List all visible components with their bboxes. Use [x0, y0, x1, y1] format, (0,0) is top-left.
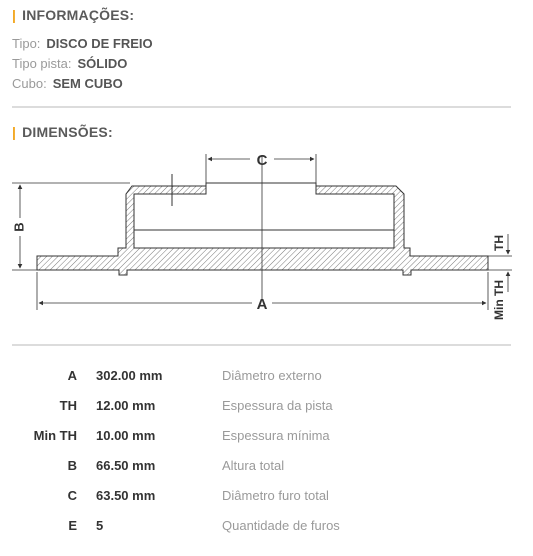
spec-code: B: [67, 458, 77, 473]
accent-bar: |: [12, 7, 17, 23]
spec-row: [0, 518, 533, 538]
spec-value: 302.00 mm: [96, 368, 163, 383]
info-label: Cubo:: [12, 76, 47, 91]
info-title-text: INFORMAÇÕES:: [22, 7, 135, 23]
info-row-cubo: [12, 76, 123, 91]
info-label: Tipo:: [12, 36, 41, 51]
label-th: TH: [492, 235, 507, 251]
label-a: A: [256, 296, 268, 313]
info-value: SÓLIDO: [77, 56, 128, 71]
spec-row: [0, 368, 533, 388]
dimension-c: [206, 152, 316, 186]
spec-row: [0, 458, 533, 478]
brake-disc-diagram: [0, 150, 533, 340]
spec-row: [0, 428, 533, 448]
spec-code: C: [67, 488, 77, 503]
info-value: SEM CUBO: [52, 76, 123, 91]
spec-row: [0, 398, 533, 418]
dimension-a: [37, 272, 488, 313]
spec-code: E: [68, 518, 77, 533]
spec-desc: Espessura mínima: [222, 428, 330, 443]
label-c: C: [256, 152, 268, 169]
spec-desc: Diâmetro furo total: [222, 488, 329, 503]
info-row-tipo: [12, 36, 153, 51]
info-value: DISCO DE FREIO: [46, 36, 153, 51]
info-label: Tipo pista:: [12, 56, 72, 71]
spec-value: 12.00 mm: [96, 398, 156, 413]
divider: [12, 106, 511, 108]
spec-value: 10.00 mm: [96, 428, 156, 443]
spec-desc: Diâmetro externo: [222, 368, 322, 383]
spec-row: [0, 488, 533, 508]
dimensions-section-title: [12, 124, 113, 140]
accent-bar: |: [12, 124, 17, 140]
divider: [12, 344, 511, 346]
dimension-th: [488, 234, 512, 320]
info-row-tipo-pista: [12, 56, 127, 71]
spec-code: TH: [59, 398, 77, 413]
dimensions-title-text: DIMENSÕES:: [22, 124, 113, 140]
label-min-th: Min TH: [492, 280, 507, 320]
spec-value: 66.50 mm: [96, 458, 156, 473]
info-section-title: [12, 7, 134, 23]
label-b: B: [11, 222, 27, 232]
disc-section: [37, 155, 488, 300]
spec-value: 63.50 mm: [96, 488, 156, 503]
spec-desc: Espessura da pista: [222, 398, 333, 413]
spec-value: 5: [96, 518, 104, 533]
spec-code: A: [67, 368, 77, 383]
spec-code: Min TH: [33, 428, 77, 443]
spec-desc: Altura total: [222, 458, 285, 473]
spec-desc: Quantidade de furos: [222, 518, 340, 533]
